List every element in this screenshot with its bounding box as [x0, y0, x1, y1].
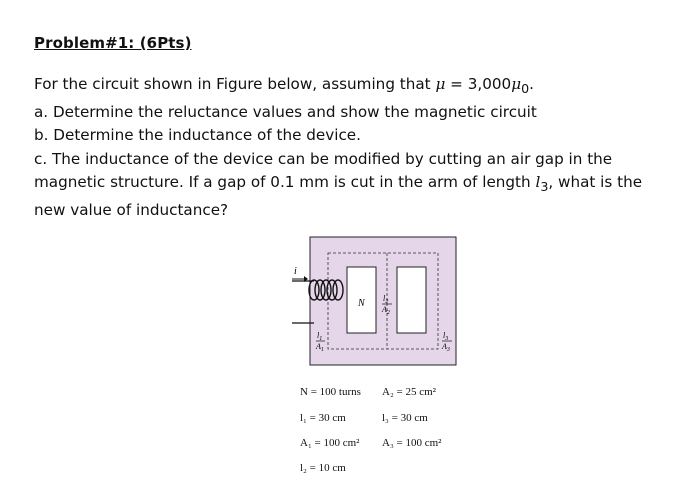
part-b: b. Determine the inductance of the device.	[34, 126, 361, 145]
mu0-subscript: 0	[521, 81, 530, 97]
param-A2: A₂ = 25 cm²	[382, 386, 436, 398]
part-a: a. Determine the reluctance values and show the magnetic circuit	[34, 102, 537, 121]
core-diagram	[280, 234, 510, 374]
intro-line	[34, 73, 684, 101]
l1-label: $l_1$	[317, 331, 323, 342]
mu-symbol: μ	[435, 75, 446, 93]
A3-label: $A_3$	[442, 342, 450, 353]
part-c-line2-prefix: magnetic structure. If a gap of 0.1 mm is cut in the arm of length	[34, 173, 531, 192]
intro-end: .	[529, 75, 534, 93]
param-A1: A₁ = 100 cm²	[300, 437, 360, 449]
l2-label: $l_2$	[383, 294, 389, 305]
param-A3: A₃ = 100 cm²	[382, 437, 442, 449]
current-label: i	[294, 266, 297, 277]
intro-equation: = 3,000	[445, 75, 512, 93]
turns-label: N	[358, 298, 365, 309]
param-l1: l₁ = 30 cm	[300, 412, 346, 424]
part-c-line1: c. The inductance of the device can be modified by cutting an air gap in the	[34, 149, 613, 168]
param-l3: l₃ = 30 cm	[382, 412, 428, 424]
A2-label: $A_2$	[382, 305, 390, 316]
l3-symbol: l	[535, 173, 541, 192]
intro-prefix: For the circuit shown in Figure below, assuming that	[34, 75, 431, 93]
part-c-line3: new value of inductance?	[34, 200, 229, 219]
part-c-line2	[34, 171, 684, 199]
problem-title: Problem#1: (6Pts)	[34, 34, 192, 52]
mu0-symbol: μ	[511, 75, 522, 93]
magnetic-core-figure	[280, 234, 510, 374]
param-turns: N = 100 turns	[300, 386, 361, 398]
l3-label: $l_3$	[443, 331, 449, 342]
A1-label: $A_1$	[316, 342, 324, 353]
problem-statement	[34, 73, 684, 222]
part-c-line2-suffix: , what is the	[548, 173, 643, 192]
l3-subscript: 3	[540, 179, 549, 195]
param-l2: l₂ = 10 cm	[300, 462, 346, 474]
